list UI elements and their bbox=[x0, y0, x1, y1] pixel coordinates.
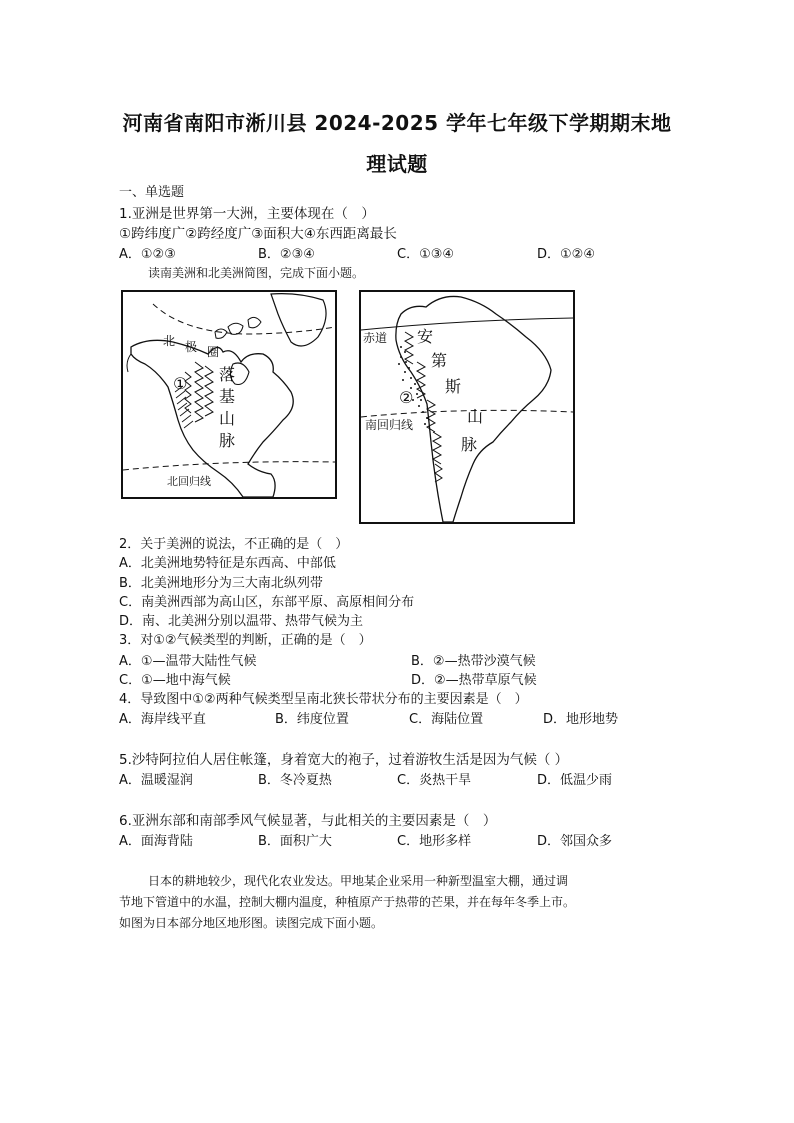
q5-option-a: A．温暖湿润 bbox=[119, 773, 193, 788]
q2-option-c: C．南美洲西部为高山区，东部平原、高原相间分布 bbox=[119, 595, 415, 610]
arctic-circle-label-3: 圈 bbox=[207, 345, 220, 359]
q5-option-b: B．冬冷夏热 bbox=[258, 773, 332, 788]
q6-option-d: D．邻国众多 bbox=[537, 834, 613, 849]
andes-label-2: 第 bbox=[431, 351, 448, 370]
q4-option-b: B．纬度位置 bbox=[275, 712, 349, 727]
q1-option-b: B．②③④ bbox=[258, 247, 315, 262]
q5-option-d: D．低温少雨 bbox=[537, 773, 613, 788]
tropic-of-cancer-label: 北回归线 bbox=[167, 475, 211, 488]
rocky-mountains-label-1: 落 bbox=[219, 365, 236, 384]
page-title-line2: 理试题 bbox=[366, 152, 428, 176]
rocky-mountains-label-2: 基 bbox=[219, 387, 236, 406]
q6-stem: 6.亚洲东部和南部季风气候显著，与此相关的主要因素是（ ） bbox=[119, 813, 497, 829]
q3-option-c: C．①—地中海气候 bbox=[119, 673, 231, 688]
q1-statements: ①跨纬度广②跨经度广③面积大④东西距离最长 bbox=[119, 226, 397, 242]
q3-option-a: A．①—温带大陆性气候 bbox=[119, 654, 257, 669]
q6-option-c: C．地形多样 bbox=[397, 834, 472, 849]
rocky-mountains-label-4: 脉 bbox=[219, 431, 236, 450]
q5-stem: 5.沙特阿拉伯人居住帐篷，身着宽大的袍子，过着游牧生活是因为气候（ ） bbox=[119, 752, 569, 768]
arctic-circle-label-1: 北 bbox=[163, 334, 176, 348]
q1-option-d: D．①②④ bbox=[537, 247, 595, 262]
material-2-line-3: 如图为日本部分地区地形图。读图完成下面小题。 bbox=[119, 916, 384, 930]
rocky-mountains-label-3: 山 bbox=[219, 409, 236, 428]
q1-stem: 1.亚洲是世界第一大洲，主要体现在（ ） bbox=[119, 206, 375, 222]
andes-label-1: 安 bbox=[417, 327, 434, 346]
q1-option-a: A．①②③ bbox=[119, 247, 176, 262]
andes-label-4: 山 bbox=[467, 407, 484, 426]
q5-option-c: C．炎热干旱 bbox=[397, 773, 472, 788]
material-2-line-2: 节地下管道中的水温，控制大棚内温度，种植原产于热带的芒果，并在每年冬季上市。 bbox=[119, 895, 576, 909]
tropic-of-capricorn-label: 南回归线 bbox=[365, 418, 414, 432]
q1-option-c: C．①③④ bbox=[397, 247, 455, 262]
north-america-map bbox=[121, 290, 337, 499]
q4-stem: 4．导致图中①②两种气候类型呈南北狭长带状分布的主要因素是（ ） bbox=[119, 692, 528, 707]
south-america-map bbox=[359, 290, 575, 524]
equator-label: 赤道 bbox=[363, 331, 388, 345]
q2-option-d: D．南、北美洲分别以温带、热带气候为主 bbox=[119, 614, 364, 629]
q2-option-a: A．北美洲地势特征是东西高、中部低 bbox=[119, 556, 336, 571]
q4-option-a: A．海岸线平直 bbox=[119, 712, 206, 727]
q4-option-c: C．海陆位置 bbox=[409, 712, 484, 727]
page-title: 河南省南阳市淅川县 2024-2025 学年七年级下学期期末地 bbox=[122, 111, 672, 135]
andes-label-3: 斯 bbox=[445, 377, 462, 396]
q4-option-d: D．地形地势 bbox=[543, 712, 619, 727]
q3-stem: 3．对①②气候类型的判断，正确的是（ ） bbox=[119, 633, 372, 648]
arctic-circle-label-2: 极 bbox=[185, 340, 198, 354]
q2-option-b: B．北美洲地形分为三大南北纵列带 bbox=[119, 576, 323, 591]
region-1-marker: ① bbox=[173, 374, 188, 393]
q2-stem: 2．关于美洲的说法，不正确的是（ ） bbox=[119, 537, 349, 552]
andes-label-5: 脉 bbox=[461, 435, 478, 454]
material-intro: 读南美洲和北美洲简图，完成下面小题。 bbox=[148, 266, 365, 280]
q6-option-a: A．面海背陆 bbox=[119, 834, 193, 849]
material-2-line-1: 日本的耕地较少，现代化农业发达。甲地某企业采用一种新型温室大棚，通过调 bbox=[148, 874, 569, 888]
q3-option-d: D．②—热带草原气候 bbox=[411, 673, 537, 688]
region-2-marker: ② bbox=[399, 388, 414, 407]
q3-option-b: B．②—热带沙漠气候 bbox=[411, 654, 536, 669]
section-heading: 一、单选题 bbox=[119, 185, 185, 200]
q6-option-b: B．面积广大 bbox=[258, 834, 332, 849]
